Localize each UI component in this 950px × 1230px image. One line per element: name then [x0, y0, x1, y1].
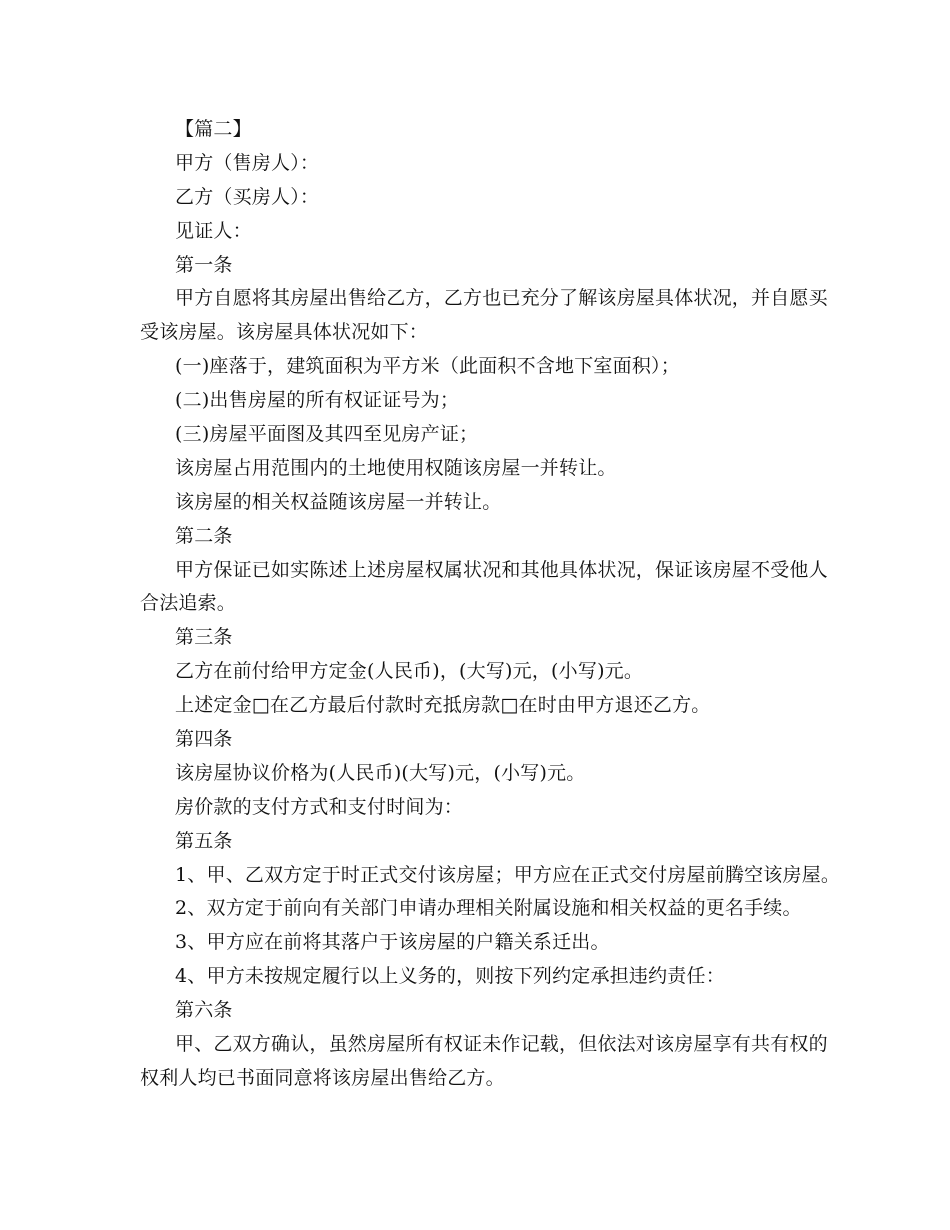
paragraph: 乙方在前付给甲方定金(人民币)，(大写)元，(小写)元。: [175, 660, 644, 683]
paragraph: 甲方保证已如实陈述上述房屋权属状况和其他具体状况，保证该房屋不受他人: [175, 558, 828, 581]
article-heading-4: 第四条: [175, 728, 233, 751]
document-body: [140, 113, 920, 1096]
party-buyer: 乙方（买房人）：: [175, 185, 320, 208]
paragraph: 该房屋的相关权益随该房屋一并转让。: [175, 490, 502, 513]
paragraph: 该房屋协议价格为(人民币)(大写)元，(小写)元。: [175, 761, 586, 784]
list-item: 1、甲、乙双方定于时正式交付该房屋；甲方应在正式交付房屋前腾空该房屋。: [175, 863, 841, 886]
list-item: (一)座落于，建筑面积为平方米（此面积不含地下室面积）；: [175, 355, 680, 378]
paragraph: 上述定金□在乙方最后付款时充抵房款□在时由甲方退还乙方。: [175, 694, 711, 717]
list-item: 2、双方定于前向有关部门申请办理相关附属设施和相关权益的更名手续。: [175, 897, 802, 920]
paragraph-continuation: 权利人均已书面同意将该房屋出售给乙方。: [140, 1066, 505, 1089]
list-item: (三)房屋平面图及其四至见房产证；: [175, 423, 479, 446]
paragraph-continuation: 合法追索。: [140, 592, 237, 615]
list-item: (二)出售房屋的所有权证证号为；: [175, 389, 460, 412]
witness: 见证人：: [175, 219, 252, 242]
article-heading-3: 第三条: [175, 626, 233, 649]
article-heading-5: 第五条: [175, 829, 233, 852]
party-seller: 甲方（售房人）：: [175, 151, 320, 174]
paragraph: 房价款的支付方式和支付时间为：: [175, 795, 464, 818]
paragraph: 该房屋占用范围内的土地使用权随该房屋一并转让。: [175, 456, 617, 479]
list-item: 4、甲方未按规定履行以上义务的，则按下列约定承担违约责任：: [175, 965, 725, 988]
article-heading-2: 第二条: [175, 524, 233, 547]
paragraph: 甲、乙双方确认，虽然房屋所有权证未作记载，但依法对该房屋享有共有权的: [175, 1033, 828, 1056]
paragraph: 甲方自愿将其房屋出售给乙方，乙方也已充分了解该房屋具体状况，并自愿买: [175, 287, 828, 310]
list-item: 3、甲方应在前将其落户于该房屋的户籍关系迁出。: [175, 931, 610, 954]
article-heading-1: 第一条: [175, 253, 233, 276]
paragraph-continuation: 受该房屋。该房屋具体状况如下：: [140, 321, 429, 344]
section-heading: 【篇二】: [175, 118, 252, 140]
article-heading-6: 第六条: [175, 999, 233, 1022]
